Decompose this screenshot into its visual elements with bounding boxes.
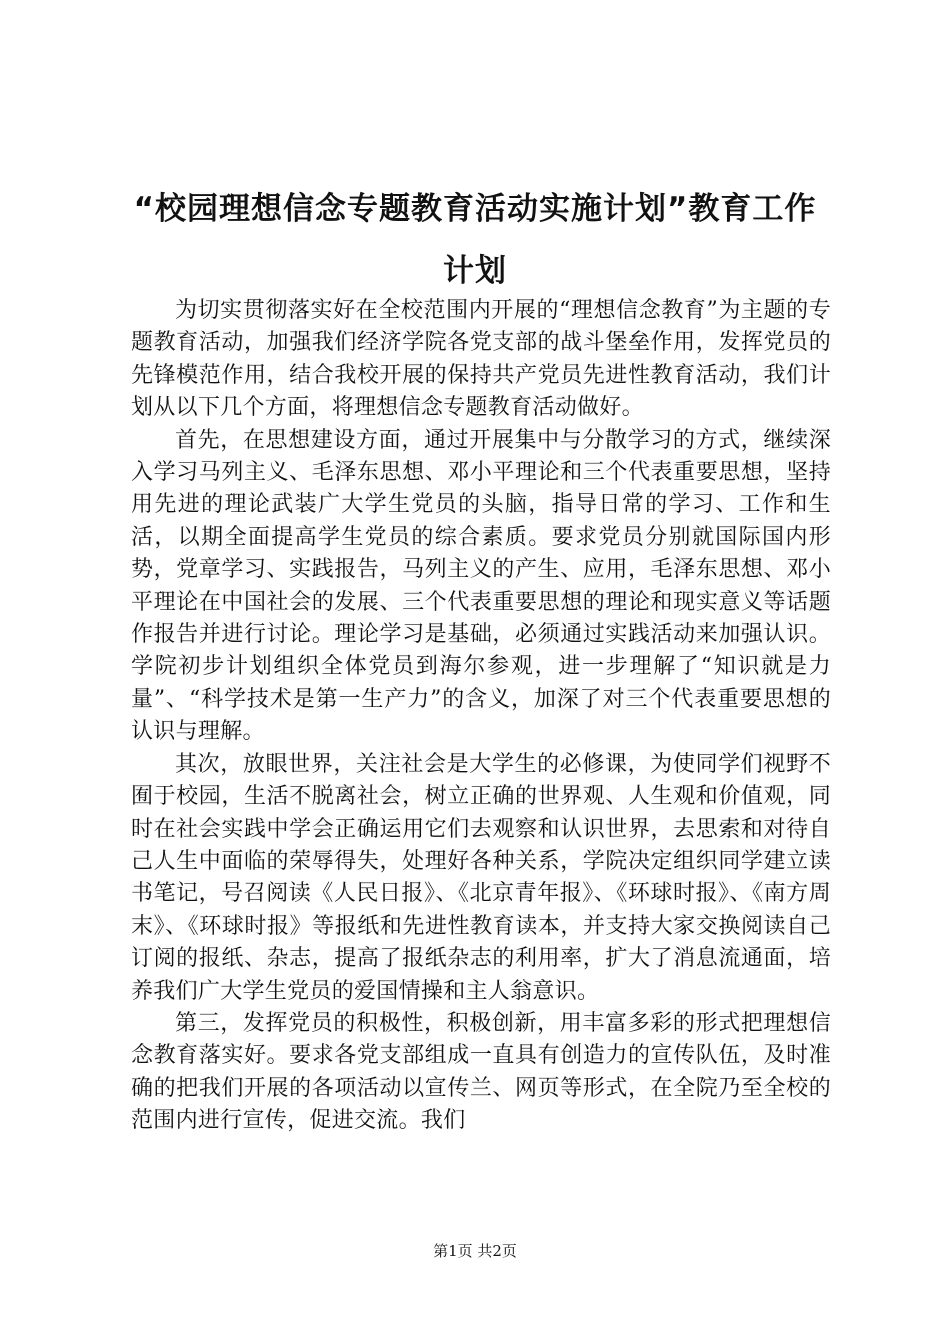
document-title: “校园理想信念专题教育活动实施计划”教育工作计划 xyxy=(133,191,817,289)
document-body xyxy=(131,295,831,1138)
paragraph-second: 其次，放眼世界，关注社会是大学生的必修课，为使同学们视野不囿于校园，生活不脱离社会，树立正确的世界观、人生观和价值观，同时在社会实践中学会正确运用它们去观察和认识世界，去思索和对待自己人生中面临的荣辱得失，处理好各种关系，学院决定组织同学建立读书笔记，号召阅读《人民日报》、《北京青年报》、《环球时报》、《南方周末》、《环球时报》等报纸和先进性教育读本，并支持大家交换阅读自己订阅的报纸、杂志，提高了报纸杂志的利用率，扩大了消息流通面，培养我们广大学生党员的爱国情操和主人翁意识。 xyxy=(131,751,831,1004)
paragraph-first: 首先，在思想建设方面，通过开展集中与分散学习的方式，继续深入学习马列主义、毛泽东思想、邓小平理论和三个代表重要思想，坚持用先进的理论武装广大学生党员的头脑，指导日常的学习、工作和生活，以期全面提高学生党员的综合素质。要求党员分别就国际国内形势，党章学习、实践报告，马列主义的产生、应用，毛泽东思想、邓小平理论在中国社会的发展、三个代表重要思想的理论和现实意义等话题作报告并进行讨论。理论学习是基础，必须通过实践活动来加强认识。学院初步计划组织全体党员到海尔参观，进一步理解了“知识就是力量”、“科学技术是第一生产力”的含义，加深了对三个代表重要思想的认识与理解。 xyxy=(131,427,831,745)
paragraph-intro: 为切实贯彻落实好在全校范围内开展的“理想信念教育”为主题的专题教育活动，加强我们经济学院各党支部的战斗堡垒作用，发挥党员的先锋模范作用，结合我校开展的保持共产党员先进性教育活动，我们计划从以下几个方面，将理想信念专题教育活动做好。 xyxy=(131,298,831,421)
paragraph-third: 第三，发挥党员的积极性，积极创新，用丰富多彩的形式把理想信念教育落实好。要求各党支部组成一直具有创造力的宣传队伍，及时准确的把我们开展的各项活动以宣传兰、网页等形式，在全院乃至全校的范围内进行宣传，促进交流。我们 xyxy=(131,1010,831,1134)
page-number-footer: 第1页 共2页 xyxy=(433,1242,517,1260)
